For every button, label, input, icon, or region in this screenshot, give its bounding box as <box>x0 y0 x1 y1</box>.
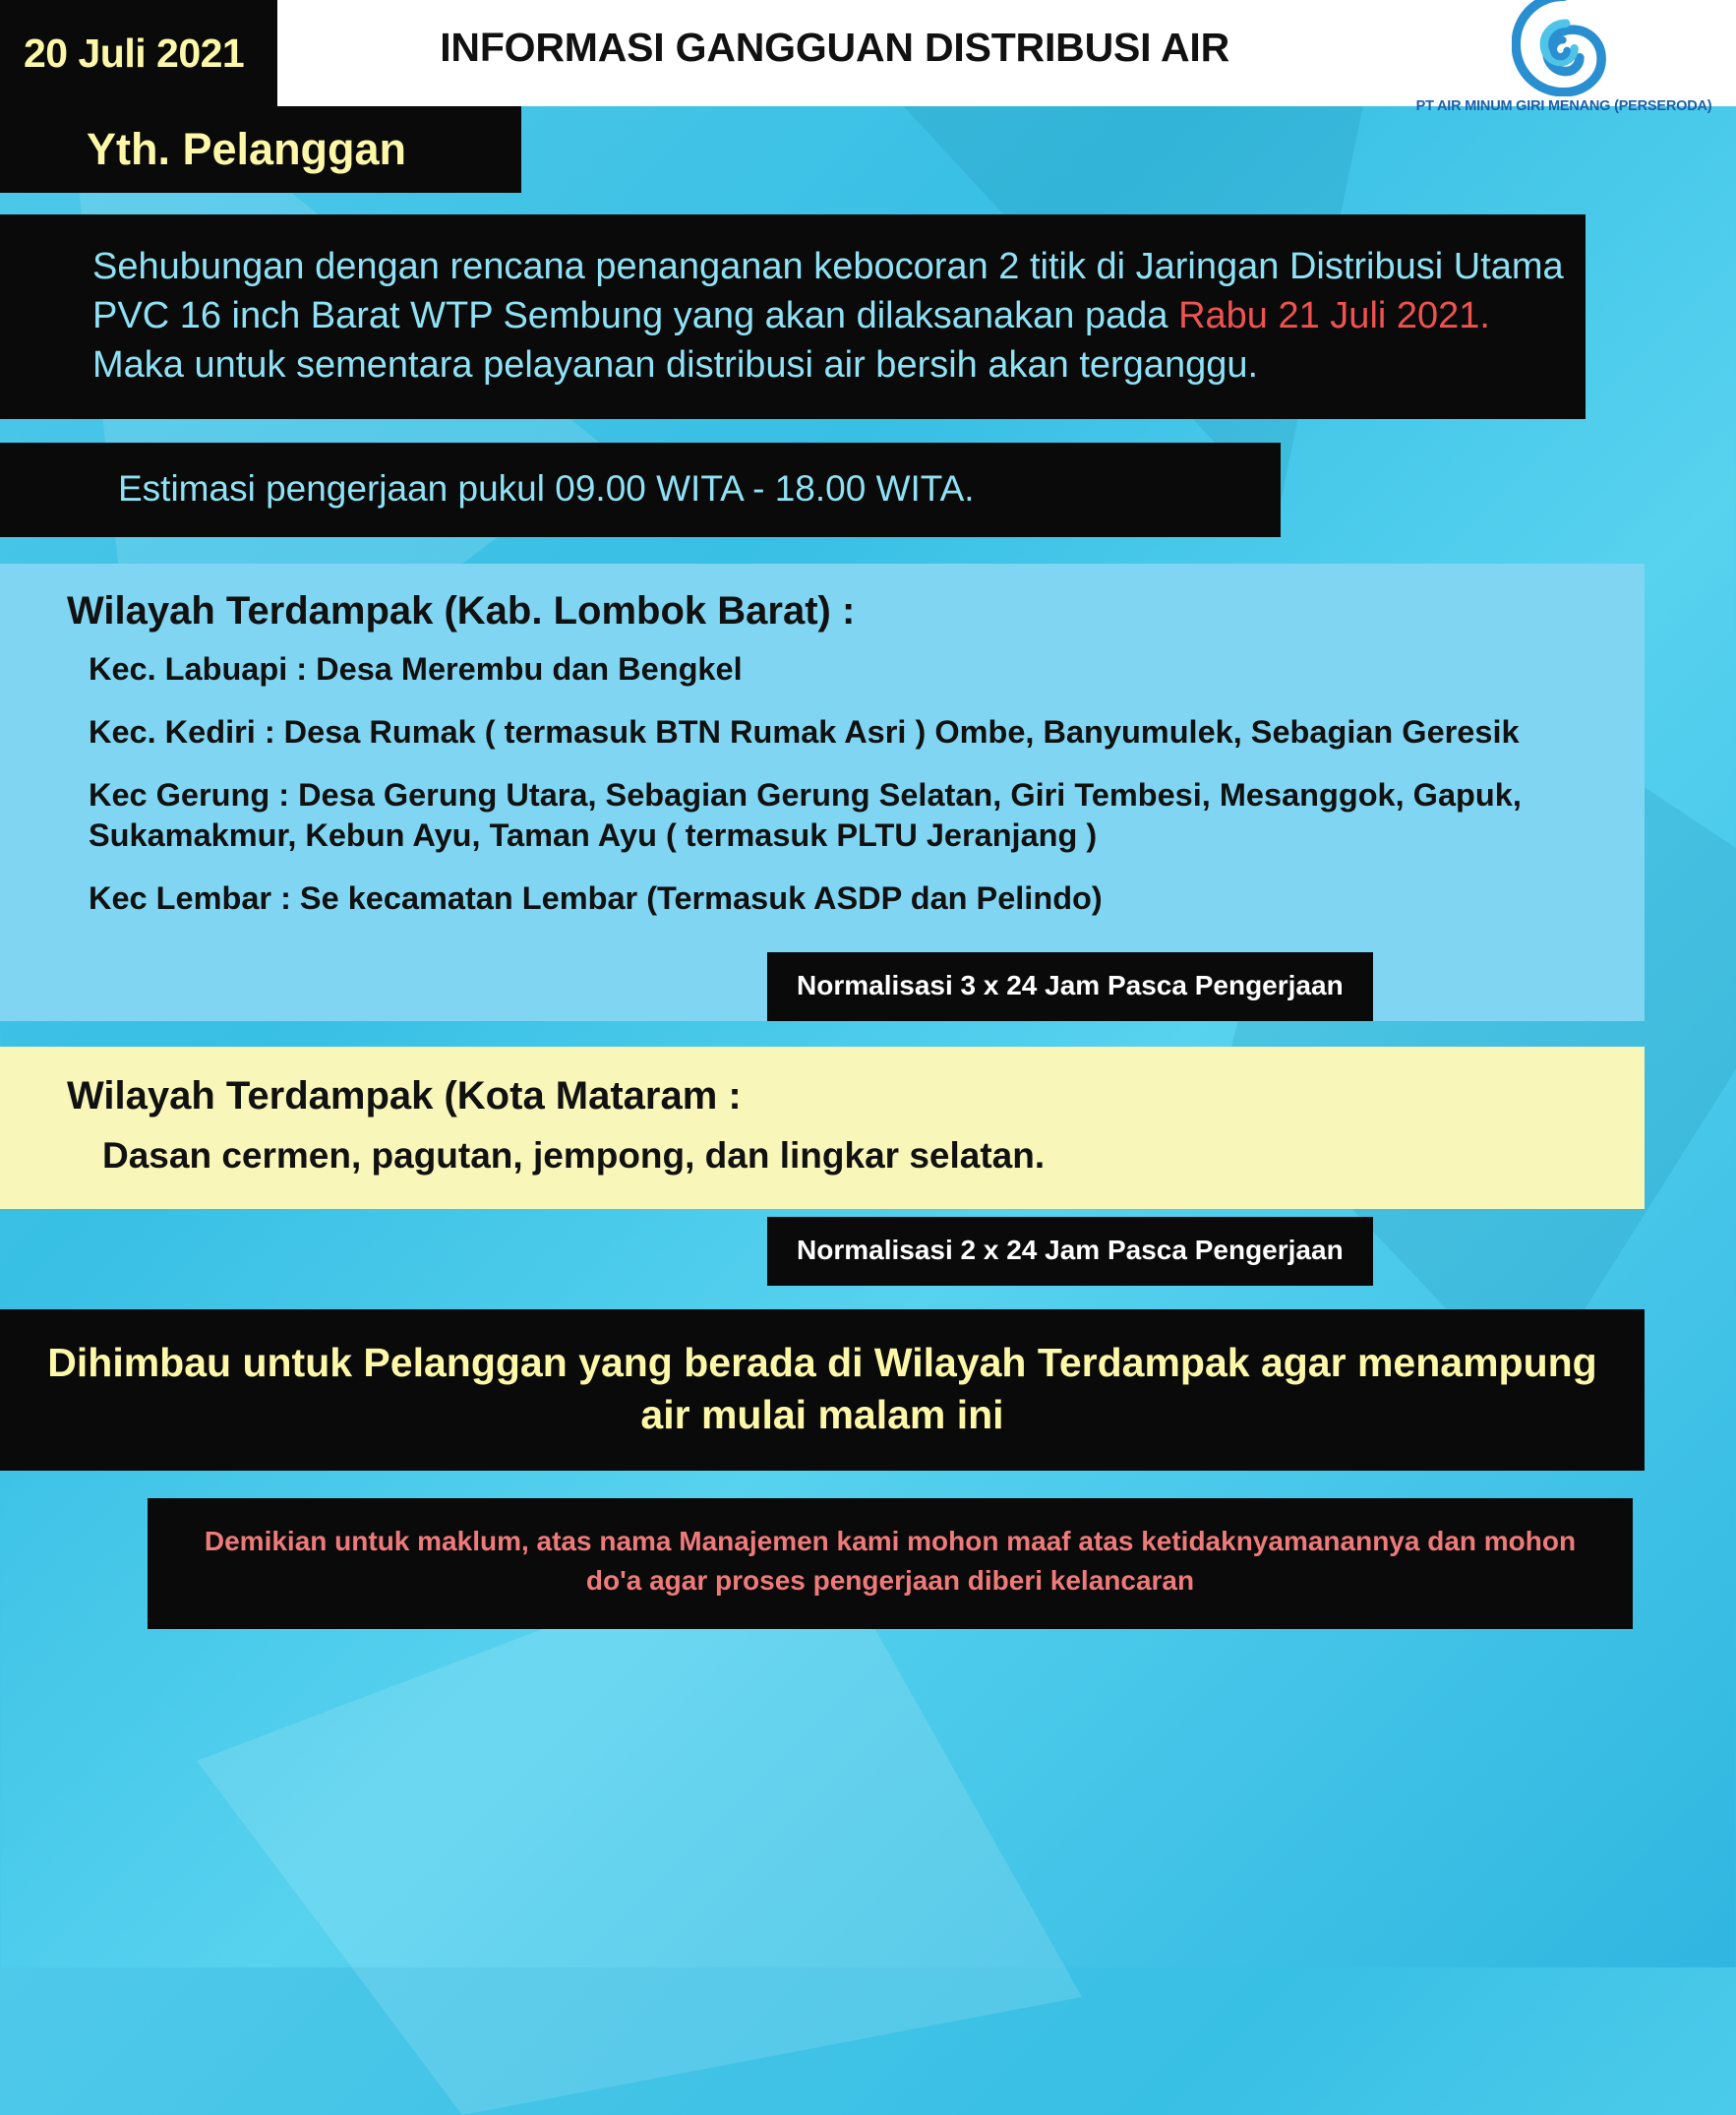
normalization-badge: Normalisasi 3 x 24 Jam Pasca Pengerjaan <box>767 952 1373 1021</box>
normalization-badge: Normalisasi 2 x 24 Jam Pasca Pengerjaan <box>767 1217 1373 1286</box>
greeting-banner: Yth. Pelanggan <box>0 106 521 193</box>
region-line: Kec. Labuapi : Desa Merembu dan Bengkel <box>89 651 743 688</box>
intro-date-highlight: Rabu 21 Juli 2021. <box>1178 295 1490 337</box>
affected-area-lombok-barat <box>0 564 1645 1021</box>
logo-caption: PT AIR MINUM GIRI MENANG (PERSERODA) <box>1415 98 1712 114</box>
region-line: Dasan cermen, pagutan, jempong, dan lingkar selatan. <box>102 1135 1046 1177</box>
affected-area-kota-mataram <box>0 1047 1645 1208</box>
date-badge: 20 Juli 2021 <box>0 0 277 106</box>
region-line: Kec. Kediri : Desa Rumak ( termasuk BTN Rumak Asri ) Ombe, Banyumulek, Sebagian Geresik <box>89 714 1520 751</box>
region-line: Kec Gerung : Desa Gerung Utara, Sebagian Gerung Selatan, Giri Tembesi, Mesanggok, Gapuk, Sukamakmur, Kebun Ayu, Taman Ayu ( termasuk PLTU Jeranjang ) <box>89 776 1522 854</box>
intro-text-part2: Maka untuk sementara pelayanan distribusi air bersih akan terganggu. <box>92 344 1259 387</box>
badge-row <box>0 940 1645 1021</box>
closing-statement: Demikian untuk maklum, atas nama Manajemen kami mohon maaf atas ketidaknyamanannya dan mohon do'a agar proses pengerjaan diberi kelancaran <box>148 1498 1633 1628</box>
company-logo <box>1392 0 1736 114</box>
region-line: Kec Lembar : Se kecamatan Lembar (Termasuk ASDP dan Pelindo) <box>89 879 1103 916</box>
region-title: Wilayah Terdampak (Kab. Lombok Barat) : <box>67 589 856 634</box>
badge-row <box>0 1205 1736 1286</box>
customer-notice: Dihimbau untuk Pelanggan yang berada di Wilayah Terdampak agar menampung air mulai malam ini <box>0 1309 1645 1472</box>
page-title: INFORMASI GANGGUAN DISTRIBUSI AIR <box>277 0 1392 106</box>
estimation-panel: Estimasi pengerjaan pukul 09.00 WITA - 18.00 WITA. <box>0 443 1281 537</box>
intro-panel <box>0 214 1586 419</box>
header <box>0 0 1736 114</box>
region-title: Wilayah Terdampak (Kota Mataram : <box>67 1074 742 1118</box>
intro-text-part1: Sehubungan dengan rencana penanganan kebocoran 2 titik di Jaringan Distribusi Utama PVC 16 inch Barat WTP Sembung yang akan dilaksanakan pada <box>92 246 1564 337</box>
water-swirl-logo-icon <box>1512 0 1616 96</box>
